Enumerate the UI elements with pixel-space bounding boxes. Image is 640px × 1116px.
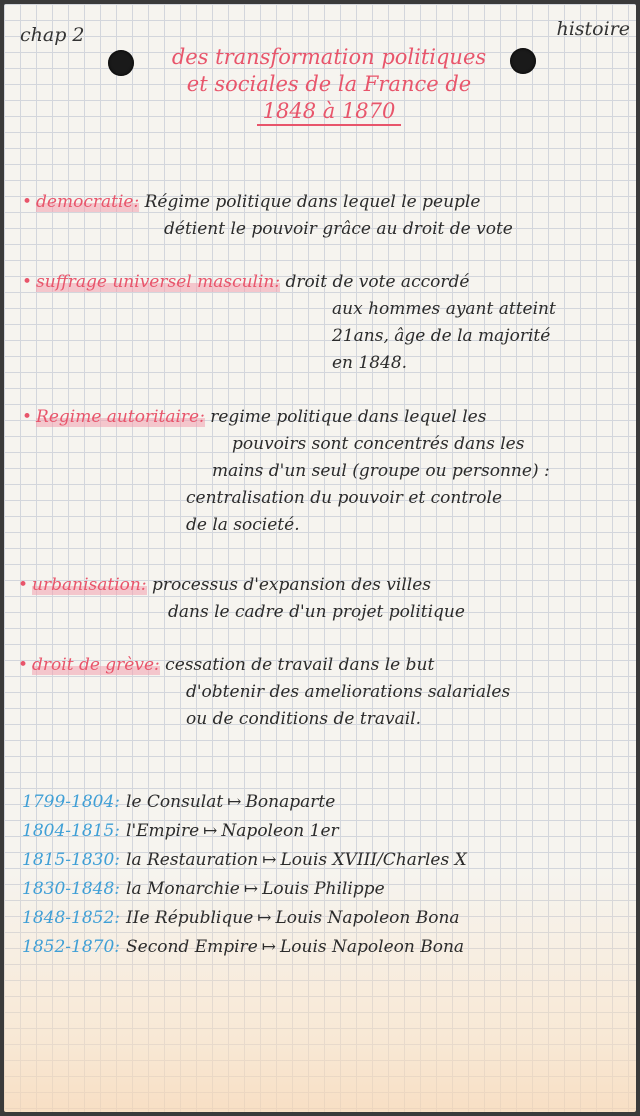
- subject-label: histoire: [556, 18, 630, 40]
- definition-text: centralisation du pouvoir et controle: [186, 488, 503, 508]
- timeline-row: 1852-1870: Second Empire ↦ Louis Napoleon Bona: [22, 937, 465, 957]
- timeline-leader: Louis Napoleon Bona: [280, 937, 465, 957]
- timeline-row: 1799-1804: le Consulat ↦ Bonaparte: [22, 792, 336, 812]
- timeline-row: 1830-1848: la Monarchie ↦ Louis Philippe: [22, 879, 385, 899]
- page-title: [134, 44, 524, 126]
- bullet: •: [18, 575, 29, 595]
- definition-term: droit de grève: [32, 655, 155, 675]
- arrow-icon: ↦: [261, 937, 276, 957]
- title-line-2: et sociales de la France de: [186, 72, 472, 96]
- title-line-1: des transformation politiques: [171, 45, 487, 69]
- definition-text: pouvoirs sont concentrés dans les: [232, 434, 525, 454]
- timeline-regime: l'Empire: [126, 821, 200, 841]
- timeline-years: 1848-1852: [22, 908, 115, 928]
- timeline-years: 1799-1804: [22, 792, 115, 812]
- definition-term: democratie: [36, 192, 134, 212]
- definition-suffrage: • suffrage universel masculin: droit de vote accordé aux hommes ayant atteint 21ans, âge de la majorité en 1848.: [22, 269, 556, 377]
- timeline-years: 1830-1848: [22, 879, 115, 899]
- arrow-icon: ↦: [262, 850, 277, 870]
- definition-text: mains d'un seul (groupe ou personne) :: [212, 461, 550, 481]
- definition-text: 21ans, âge de la majorité: [332, 326, 551, 346]
- timeline-regime: IIe République: [126, 908, 254, 928]
- definition-democratie: • democratie: Régime politique dans lequel le peuple détient le pouvoir grâce au droit de vote: [22, 189, 513, 243]
- definition-text: regime politique dans lequel les: [210, 407, 487, 427]
- definition-text: en 1848.: [332, 353, 408, 373]
- timeline-leader: Louis Napoleon Bona: [275, 908, 460, 928]
- bullet: •: [22, 407, 33, 427]
- title-line-3: 1848 à 1870: [257, 98, 402, 126]
- arrow-icon: ↦: [243, 879, 259, 899]
- timeline-leader: Bonaparte: [245, 792, 336, 812]
- chapter-label: chap 2: [20, 24, 85, 46]
- timeline-regime: la Monarchie: [126, 879, 240, 899]
- timeline-row: 1815-1830: la Restauration ↦ Louis XVIII/Charles X: [22, 850, 467, 870]
- timeline-regime: la Restauration: [126, 850, 259, 870]
- definition-text: dans le cadre d'un projet politique: [168, 602, 465, 622]
- definition-text: ou de conditions de travail.: [186, 709, 421, 729]
- arrow-icon: ↦: [257, 908, 272, 928]
- definition-term: urbanisation: [32, 575, 141, 595]
- bullet: •: [22, 192, 33, 212]
- timeline-row: 1848-1852: IIe République ↦ Louis Napoleon Bona: [22, 908, 460, 928]
- timeline-years: 1804-1815: [22, 821, 115, 841]
- arrow-icon: ↦: [203, 821, 218, 841]
- timeline-row: 1804-1815: l'Empire ↦ Napoleon 1er: [22, 821, 339, 841]
- timeline-leader: Louis XVIII/Charles X: [280, 850, 467, 870]
- definition-droit-de-greve: • droit de grève: cessation de travail dans le but d'obtenir des ameliorations salariales ou de conditions de travail.: [18, 652, 510, 733]
- timeline-regime: le Consulat: [126, 792, 224, 812]
- bullet: •: [18, 655, 29, 675]
- definition-term: suffrage universel masculin: [36, 272, 275, 292]
- arrow-icon: ↦: [227, 792, 242, 812]
- regime-timeline: [22, 788, 632, 962]
- bullet: •: [22, 272, 33, 292]
- definition-text: Régime politique dans lequel le peuple: [144, 192, 481, 212]
- timeline-years: 1852-1870: [22, 937, 115, 957]
- definition-term: Regime autoritaire: [36, 407, 200, 427]
- definition-text: détient le pouvoir grâce au droit de vote: [164, 219, 513, 239]
- definition-regime-autoritaire: • Regime autoritaire: regime politique dans lequel les pouvoirs sont concentrés dans les mains d'un seul (groupe ou personne) : centralisation du pouvoir et controle de la societé.: [22, 404, 550, 539]
- timeline-leader: Napoleon 1er: [221, 821, 339, 841]
- notebook-page: [4, 4, 636, 1112]
- definition-text: droit de vote accordé: [285, 272, 470, 292]
- definition-text: cessation de travail dans le but: [165, 655, 435, 675]
- definition-text: processus d'expansion des villes: [151, 575, 432, 595]
- timeline-regime: Second Empire: [126, 937, 258, 957]
- definition-text: d'obtenir des ameliorations salariales: [186, 682, 511, 702]
- timeline-leader: Louis Philippe: [262, 879, 385, 899]
- definition-text: aux hommes ayant atteint: [332, 299, 556, 319]
- timeline-years: 1815-1830: [22, 850, 115, 870]
- definition-text: de la societé.: [186, 515, 300, 535]
- definition-urbanisation: • urbanisation: processus d'expansion des villes dans le cadre d'un projet politique: [18, 572, 465, 626]
- binder-hole-left: [108, 50, 134, 76]
